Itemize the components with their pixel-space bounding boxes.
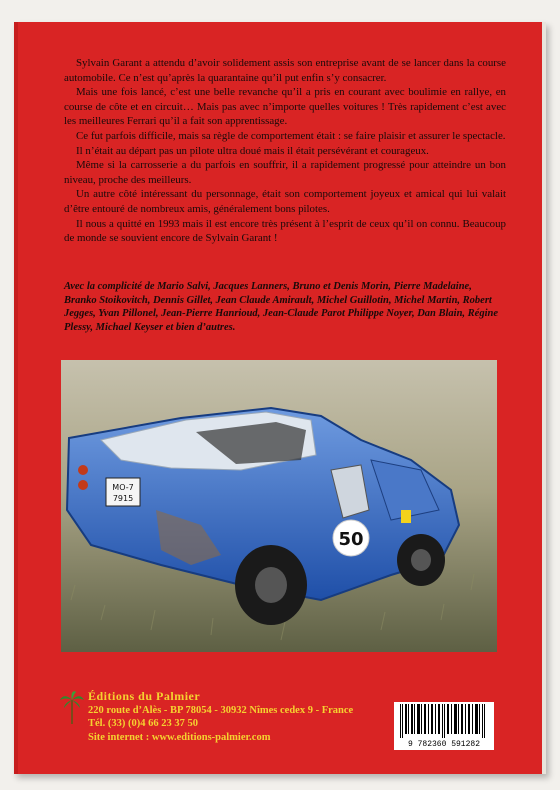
paragraph: Même si la carrosserie a du parfois en souffrir, il a rapidement progressé pour atteindre un bon niveau, proche des meilleurs. <box>64 159 506 186</box>
publisher-block <box>60 690 380 744</box>
car-illustration <box>61 360 497 652</box>
plate-text-line1: MO-7 <box>112 483 134 492</box>
paragraph: Il n’était au départ pas un pilote ultra doué mais il était persévérant et courageux. <box>76 144 429 157</box>
publisher-address: 220 route d’Alès - BP 78054 - 30932 Nîmes cedex 9 - France <box>88 704 354 716</box>
barcode-bars <box>398 704 490 738</box>
isbn-barcode <box>394 702 494 750</box>
publisher-name: Éditions du Palmier <box>88 689 201 703</box>
plate-text-line2: 7915 <box>112 494 134 503</box>
blurb-text <box>64 56 506 246</box>
paragraph: Sylvain Garant a attendu d’avoir solidement assis son entreprise avant de se lancer dans la course automobile. Ce n’est qu’après la quarantaine qu’il put enfin s’y consacrer. <box>64 57 506 84</box>
publisher-phone: Tél. (33) (0)4 66 23 37 50 <box>88 718 198 729</box>
paragraph: Ce fut parfois difficile, mais sa règle de comportement était : se faire plaisir et assurer le spectacle. <box>76 129 506 142</box>
isbn-digits: 9 782360 591282 <box>407 740 480 749</box>
paragraph: Mais une fois lancé, c’est une belle revanche qu’il a pris en courant avec boulimie en rallye, en course de côte et en circuit… Mais pas avec n’importe quelles voitures ! Très rapidement c’est avec les meilleures Ferrari qu’il a fait son apprentissage. <box>64 86 506 128</box>
credits-text: Avec la complicité de Mario Salvi, Jacques Lanners, Bruno et Denis Morin, Pierre Madelaine, Branko Stoikovitch, Dennis Gillet, Jean Claude Amirault, Michel Guillotin, Michel Martin, Robert Jegges, Yvan Pillonel, Jean-Pierre Hanrioud, Jean-Claude Parot Philippe Noyer, Dan Blain, Régine Plessy, Michael Keyser et bien d’autres. <box>64 281 499 333</box>
race-number: 50 <box>338 529 364 550</box>
cover-edge <box>14 22 18 774</box>
crashed-car-photo <box>61 360 497 652</box>
palm-tree-logo <box>60 690 84 724</box>
paragraph: Il nous a quitté en 1993 mais il est encore très présent à l’esprit de ceux qu’il on connu. Beaucoup de monde se souvient encore de Sylvain Garant ! <box>64 217 506 245</box>
paragraph: Un autre côté intéressant du personnage, était son comportement joyeux et amical qui lui valait d’être entouré de nombreux amis, généralement bons pilotes. <box>64 188 506 215</box>
publisher-website: Site internet : www.editions-palmier.com <box>88 731 271 743</box>
book-back-cover <box>14 22 546 774</box>
